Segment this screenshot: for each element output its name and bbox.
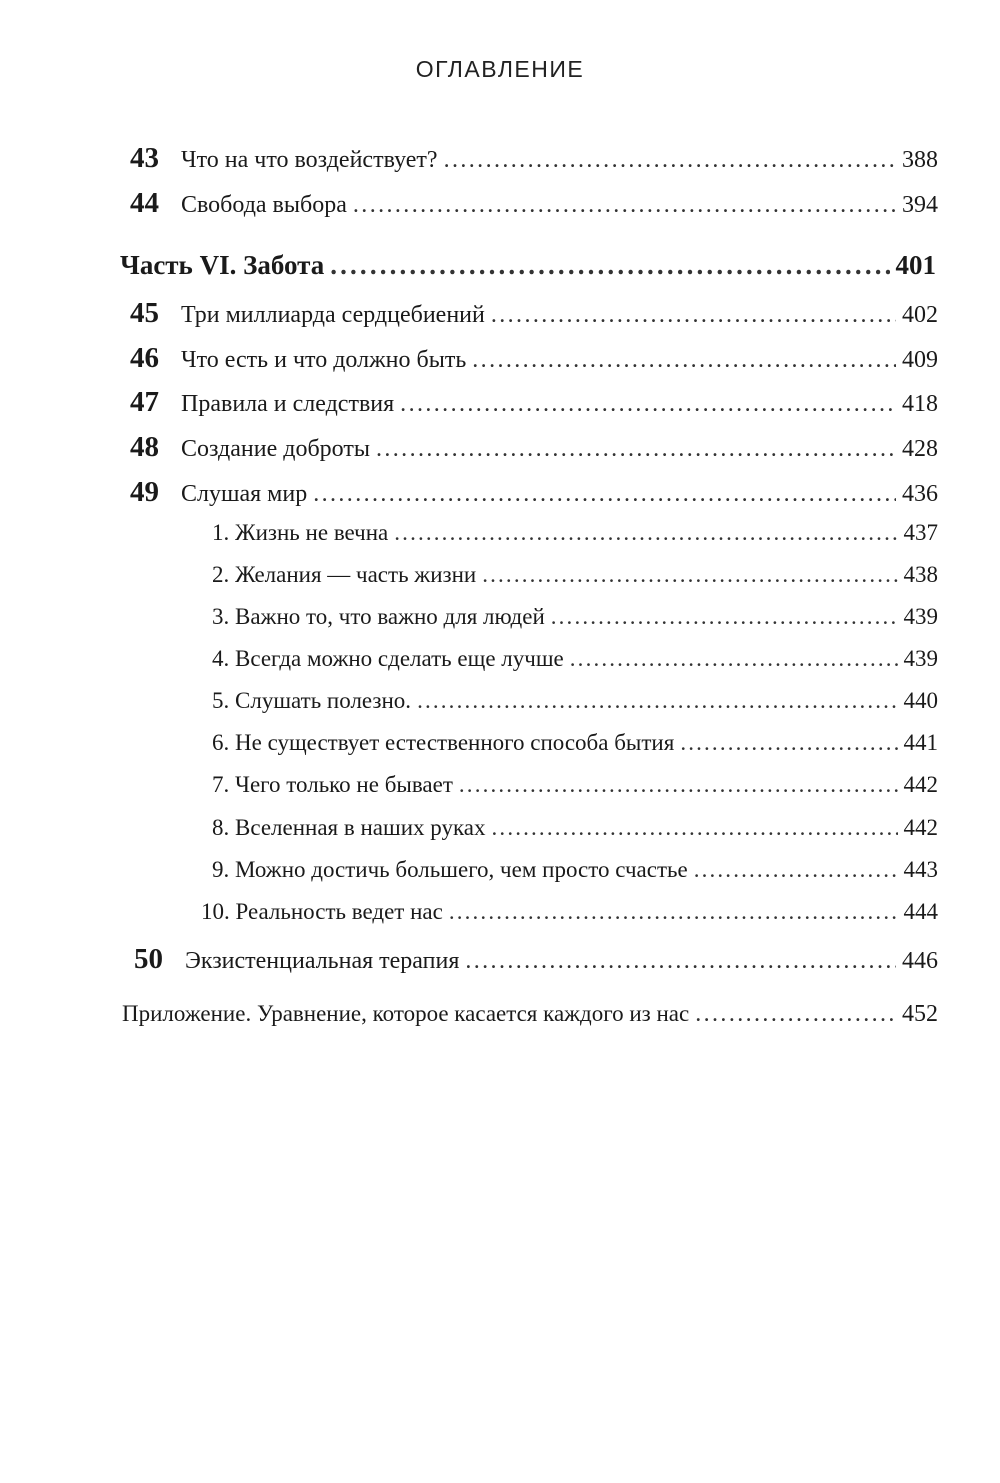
dot-leader bbox=[444, 147, 896, 174]
page-header: ОГЛАВЛЕНИЕ bbox=[415, 56, 585, 82]
page-number: 439 bbox=[903, 604, 938, 629]
toc-entry-chapter[interactable] bbox=[130, 297, 938, 330]
dot-leader bbox=[482, 562, 897, 588]
dot-leader bbox=[695, 1001, 896, 1028]
subsection-title: 9. Можно достичь большего, чем просто счастье bbox=[212, 857, 688, 882]
page-number: 442 bbox=[903, 815, 938, 840]
page-number: 439 bbox=[903, 646, 938, 671]
dot-leader bbox=[417, 688, 897, 714]
subsection-title: 2. Желания — часть жизни bbox=[212, 562, 477, 587]
chapter-number: 45 bbox=[130, 297, 159, 329]
dot-leader bbox=[570, 646, 898, 672]
subsection-title: 1. Жизнь не вечна bbox=[212, 520, 389, 545]
chapter-number: 46 bbox=[130, 342, 159, 374]
toc-entry-subsection[interactable] bbox=[212, 688, 938, 714]
subsection-title: 8. Вселенная в наших руках bbox=[212, 815, 486, 840]
page-number: 418 bbox=[902, 391, 938, 417]
subsection-title: 10. Реальность ведет нас bbox=[201, 899, 443, 924]
toc-entry-subsection[interactable] bbox=[212, 815, 938, 841]
chapter-title: Создание доброты bbox=[181, 436, 370, 462]
chapter-title: Что есть и что должно быть bbox=[181, 347, 467, 373]
toc-entry-subsection[interactable] bbox=[212, 857, 938, 883]
chapter-number: 49 bbox=[130, 476, 159, 508]
page-number: 438 bbox=[903, 562, 938, 587]
dot-leader bbox=[465, 948, 896, 975]
dot-leader bbox=[459, 772, 898, 798]
subsection-title: 3. Важно то, что важно для людей bbox=[212, 604, 545, 629]
page-number: 428 bbox=[902, 436, 938, 462]
toc-entry-chapter[interactable] bbox=[130, 142, 938, 175]
dot-leader bbox=[353, 192, 896, 219]
toc-entry-chapter[interactable] bbox=[130, 476, 938, 509]
page-number: 444 bbox=[903, 899, 938, 924]
toc-entry-subsection[interactable] bbox=[212, 520, 938, 546]
chapter-title: Правила и следствия bbox=[181, 391, 395, 417]
chapter-number: 43 bbox=[130, 142, 159, 174]
subsection-title: 7. Чего только не бывает bbox=[212, 772, 453, 797]
page-number: 440 bbox=[903, 688, 938, 713]
appendix-title: Приложение. Уравнение, которое касается каждого из нас bbox=[122, 1001, 690, 1026]
chapter-title: Слушая мир bbox=[181, 481, 308, 507]
toc-entry-chapter[interactable] bbox=[130, 431, 938, 464]
dot-leader bbox=[492, 815, 898, 841]
toc-entry-subsection[interactable] bbox=[212, 646, 938, 672]
subsection-title: 4. Всегда можно сделать еще лучше bbox=[212, 646, 564, 671]
chapter-number: 47 bbox=[130, 386, 159, 418]
chapter-title: Свобода выбора bbox=[181, 192, 347, 218]
toc-entry-subsection[interactable] bbox=[212, 562, 938, 588]
subsection-title: 6. Не существует естественного способа бытия bbox=[212, 730, 675, 755]
toc-entry-chapter[interactable] bbox=[134, 943, 938, 976]
toc-entry-appendix[interactable] bbox=[122, 1001, 938, 1028]
dot-leader bbox=[472, 347, 896, 374]
chapter-number: 44 bbox=[130, 187, 159, 219]
dot-leader bbox=[376, 436, 896, 463]
toc-entry-subsection[interactable] bbox=[212, 772, 938, 798]
page-number: 437 bbox=[903, 520, 938, 545]
page-number: 452 bbox=[902, 1001, 938, 1027]
toc-entry-subsection[interactable] bbox=[212, 730, 938, 756]
page-number: 446 bbox=[902, 948, 938, 974]
toc-entry-subsection[interactable] bbox=[201, 899, 938, 925]
chapter-title: Три миллиарда сердцебиений bbox=[181, 302, 485, 328]
dot-leader bbox=[694, 857, 898, 883]
dot-leader bbox=[680, 730, 897, 756]
toc-entry-chapter[interactable] bbox=[130, 187, 938, 220]
toc-entry-chapter[interactable] bbox=[130, 342, 938, 375]
page-number: 441 bbox=[903, 730, 938, 755]
dot-leader bbox=[394, 520, 897, 546]
chapter-title: Экзистенциальная терапия bbox=[185, 948, 460, 974]
toc-entry-part[interactable] bbox=[120, 250, 936, 281]
dot-leader bbox=[449, 899, 898, 925]
page-number: 388 bbox=[902, 147, 938, 173]
page-number: 409 bbox=[902, 347, 938, 373]
toc-entry-subsection[interactable] bbox=[212, 604, 938, 630]
page-number: 401 bbox=[895, 250, 936, 280]
dot-leader bbox=[551, 604, 898, 630]
page-number: 443 bbox=[903, 857, 938, 882]
dot-leader bbox=[400, 391, 896, 418]
page-number: 436 bbox=[902, 481, 938, 507]
chapter-title: Что на что воздействует? bbox=[181, 147, 438, 173]
dot-leader bbox=[330, 250, 889, 281]
page-number: 402 bbox=[902, 302, 938, 328]
chapter-number: 48 bbox=[130, 431, 159, 463]
subsection-title: 5. Слушать полезно. bbox=[212, 688, 412, 713]
page-number: 394 bbox=[902, 192, 938, 218]
chapter-number: 50 bbox=[134, 943, 163, 975]
part-title: Часть VI. Забота bbox=[120, 250, 325, 280]
dot-leader bbox=[313, 481, 896, 508]
toc-entry-chapter[interactable] bbox=[130, 386, 938, 419]
page-number: 442 bbox=[903, 772, 938, 797]
dot-leader bbox=[491, 302, 896, 329]
